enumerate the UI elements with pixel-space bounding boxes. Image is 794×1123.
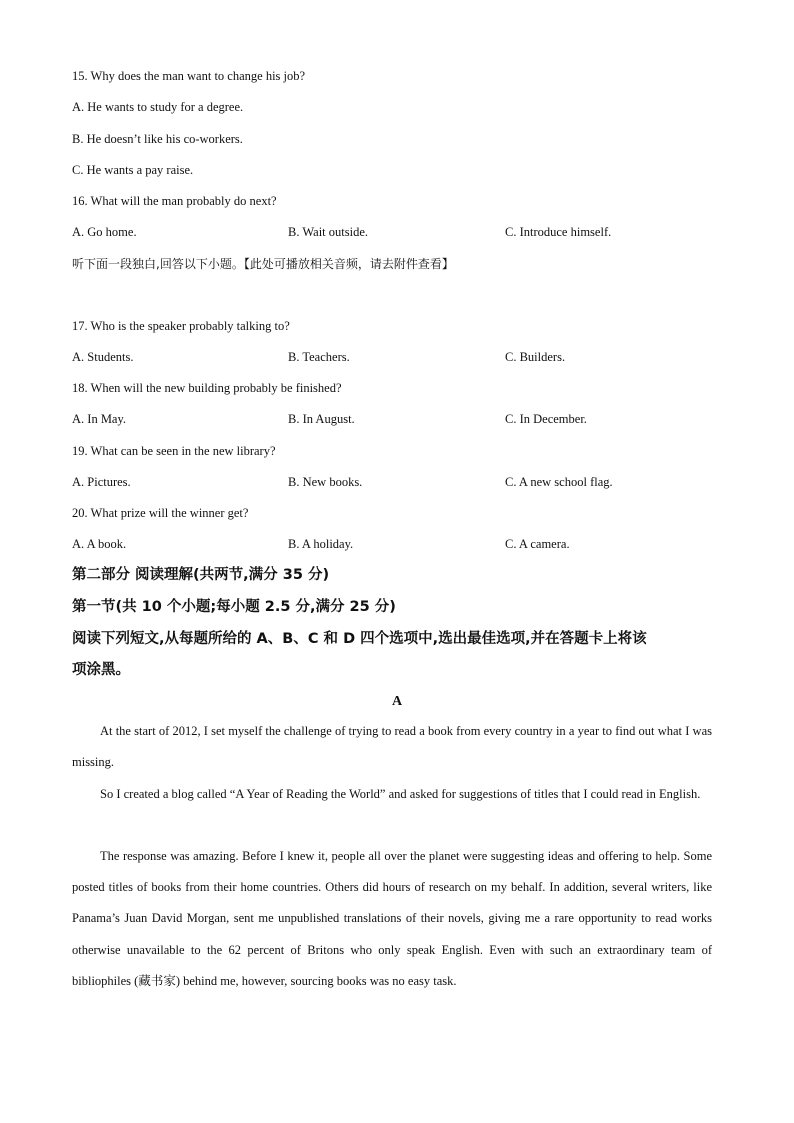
q17-option-c: C. Builders. bbox=[505, 350, 566, 364]
q16-option-c: C. Introduce himself. bbox=[505, 225, 612, 239]
question-15: 15. Why does the man want to change his job? bbox=[72, 69, 306, 83]
q15-option-c: C. He wants a pay raise. bbox=[72, 163, 194, 177]
section-one-title: 第一节(共 10 个小题;每小题 2.5 分,满分 25 分) bbox=[72, 599, 396, 615]
q17-option-b: B. Teachers. bbox=[288, 350, 350, 364]
q19-option-a: A. Pictures. bbox=[72, 475, 131, 489]
q17-option-a: A. Students. bbox=[72, 350, 134, 364]
question-18: 18. When will the new building probably be finished? bbox=[72, 381, 342, 395]
passage-paragraph-2: So I created a blog called “A Year of Reading the World” and asked for suggestions of titles that I could read in English. bbox=[100, 787, 701, 801]
q20-option-c: C. A camera. bbox=[505, 537, 570, 551]
reading-instruction-line-2: 项涂黑。 bbox=[72, 662, 130, 678]
question-20: 20. What prize will the winner get? bbox=[72, 506, 249, 520]
q19-option-c: C. A new school flag. bbox=[505, 475, 613, 489]
q15-option-a: A. He wants to study for a degree. bbox=[72, 100, 244, 114]
passage-paragraph-1: At the start of 2012, I set myself the challenge of trying to read a book from every country in a year to find out what I was missing. bbox=[72, 724, 712, 770]
q18-option-a: A. In May. bbox=[72, 412, 127, 426]
reading-instruction-line-1: 阅读下列短文,从每题所给的 A、B、C 和 D 四个选项中,选出最佳选项,并在答题卡上将该 bbox=[72, 631, 647, 647]
part-two-title: 第二部分 阅读理解(共两节,满分 35 分) bbox=[72, 567, 330, 583]
question-19: 19. What can be seen in the new library? bbox=[72, 444, 276, 458]
passage-paragraph-3: The response was amazing. Before I knew it, people all over the planet were suggesting ideas and offering to help. Some posted titles of books from their home countries. Others did hours of research on my behalf. In addition, several writers, like Panama’s Juan David Morgan, sent me unpublished translations of their novels, giving me a rare opportunity to read works otherwise unavailable to the 62 percent of Britons who only speak English. Even with such an extraordinary team of bibliophiles (藏书家) behind me, however, sourcing books was no easy task. bbox=[72, 849, 712, 988]
q18-option-c: C. In December. bbox=[505, 412, 587, 426]
passage-label: A bbox=[391, 694, 403, 709]
q20-option-a: A. A book. bbox=[72, 537, 127, 551]
q16-option-b: B. Wait outside. bbox=[288, 225, 369, 239]
q18-option-b: B. In August. bbox=[288, 412, 355, 426]
q20-option-b: B. A holiday. bbox=[288, 537, 354, 551]
question-16: 16. What will the man probably do next? bbox=[72, 194, 277, 208]
monologue-instruction: 听下面一段独白,回答以下小题。【此处可播放相关音频，请去附件查看】 bbox=[72, 257, 454, 271]
q19-option-b: B. New books. bbox=[288, 475, 363, 489]
q15-option-b: B. He doesn’t like his co-workers. bbox=[72, 132, 243, 146]
q16-option-a: A. Go home. bbox=[72, 225, 137, 239]
question-17: 17. Who is the speaker probably talking to? bbox=[72, 319, 290, 333]
